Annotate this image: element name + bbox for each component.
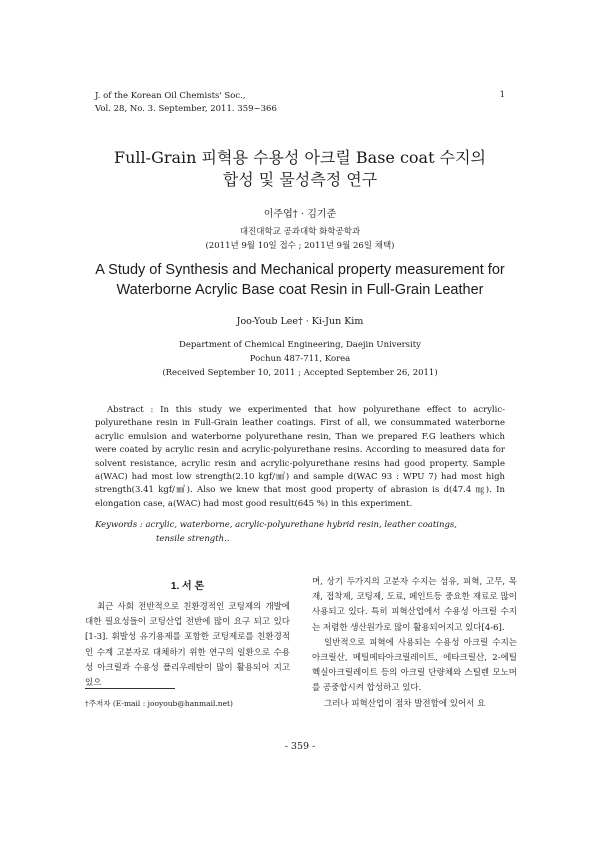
english-affiliation — [0, 338, 600, 380]
abstract — [95, 404, 505, 511]
english-title-line1: A Study of Synthesis and Mechanical property measurement for — [95, 262, 505, 278]
abstract-label: Abstract — [107, 405, 144, 415]
footnote: †주저자 (E-mail : jooyoub@hanmail.net) — [85, 699, 233, 708]
korean-affiliation — [0, 225, 600, 253]
body-col1-paragraph: 최근 사회 전반적으로 친환경적인 코팅제의 개발에 대한 필요성들이 코팅산업 전반에 많이 요구 되고 있다[1-3]. 휘발성 유기용제를 포함한 코팅제로를 친환경적인 수계 고분자로 대체하기 위한 연구의 일환으로 수용성 아크릴과 수용성 폴리우레탄이 많이 활용되어 지고 있으 — [85, 602, 290, 689]
keywords-label: Keywords : — [95, 520, 143, 530]
body-col2-paragraph1: 며, 상기 두가지의 고분자 수지는 섬유, 피혁, 고무, 목재, 접착제, 코팅제, 도료, 페인트등 중요한 재료로 많이 사용되고 있다. 특히 피혁산업에서 수용성 아크릴 수지는 저렴한 생산원가로 많이 활용되어지고 있다[4-6]. — [312, 577, 517, 633]
footnote-rule — [85, 688, 175, 689]
section-title: 1. 서 론 — [170, 581, 205, 592]
english-affiliation-line1: Department of Chemical Engineering, Daejin University — [179, 340, 421, 350]
abstract-text: : In this study we experimented that how polyurethane effect to acrylic-polyurethane resin in Full-Grain leather coatings. First of all, we consummated waterborne acrylic emulsion and waterborne polyurethane resin, Than we prepared F.G leathers which were coated by acrylic resin and acrylic-polyurethane resins. According to measured data for solvent resistance, acrylic resin and acrylic-polyurethane resins had good property. Sample a(WAC) had most low strength(2.10 kgf/㎟) and sample d(WAC 93 : WPU 7) had most high strength(3.41 kgf/㎟). Also we knew that most good property of abrasion is d(47.4 ㎎). In elongation case, a(WAC) had most good result(645 %) in this experiment. — [95, 405, 505, 509]
journal-header — [95, 90, 277, 116]
korean-affiliation-name: 대진대학교 공과대학 화학공학과 — [239, 227, 361, 237]
korean-title-line2: 합성 및 물성측정 연구 — [222, 170, 378, 189]
english-title-line2: Waterborne Acrylic Base coat Resin in Full-Grain Leather — [116, 282, 484, 298]
journal-volume: Vol. 28, No. 3. September, 2011. 359~366 — [95, 104, 277, 114]
english-authors: Joo-Youb Lee† · Ki-Jun Kim — [236, 316, 364, 327]
keywords-line2: tensile strength.. — [156, 534, 230, 544]
page-footer-number: - 359 - — [284, 741, 316, 752]
header-page-number: 1 — [499, 90, 505, 100]
korean-title-line1: Full-Grain 피혁용 수용성 아크릴 Base coat 수지의 — [114, 148, 486, 167]
body-col2-paragraph3: 그러나 피혁산업이 점차 발전함에 있어서 요 — [324, 698, 486, 709]
keywords-line1: acrylic, waterborne, acrylic-polyurethane hybrid resin, leather coatings, — [142, 520, 457, 530]
body-col2-paragraph2: 일반적으로 피혁에 사용되는 수용성 아크릴 수지는 아크릴산, 메틸메타아크릴레이트, 에타크릴산, 2-에틸헥실아크릴레이트 등의 아크릴 단량체와 스틸렌 모노머를 공중합시켜 합성하고 있다. — [312, 637, 517, 694]
keywords — [95, 518, 505, 546]
korean-authors: 이주엽† · 김기준 — [263, 209, 337, 220]
korean-title — [0, 147, 600, 191]
journal-name: J. of the Korean Oil Chemists' Soc., — [95, 91, 246, 101]
english-dates: (Received September 10, 2011 ; Accepted September 26, 2011) — [162, 368, 438, 378]
korean-dates: (2011년 9월 10일 접수 ; 2011년 9월 26일 채택) — [205, 241, 395, 251]
english-affiliation-line2: Pochun 487-711, Korea — [249, 354, 351, 364]
english-title — [70, 260, 530, 300]
body-col2 — [312, 575, 517, 712]
